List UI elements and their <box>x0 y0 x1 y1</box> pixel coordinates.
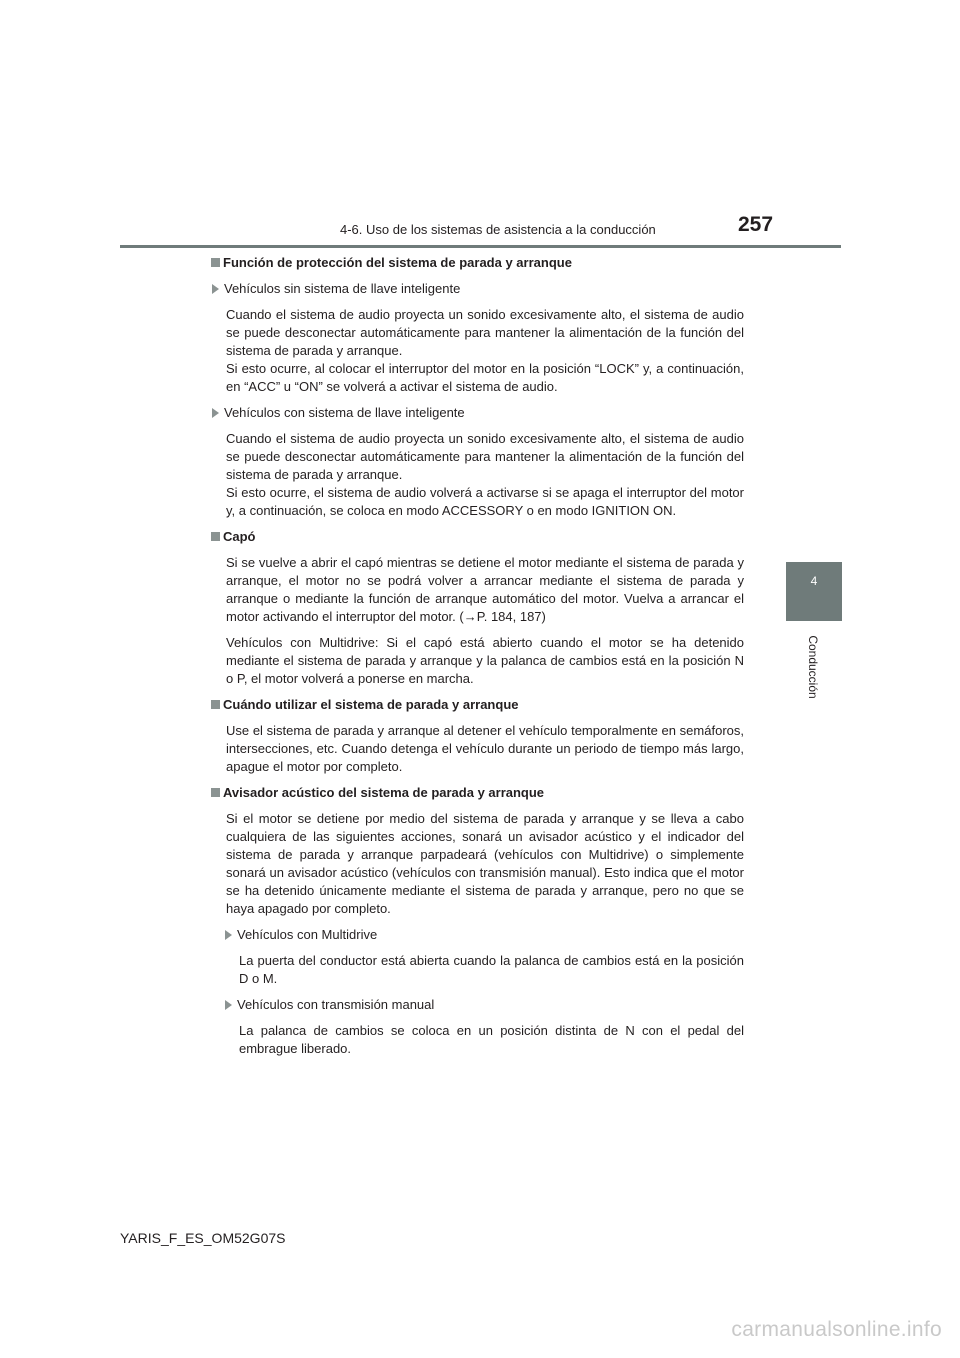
body-paragraph: Use el sistema de parada y arranque al detener el vehículo temporalmente en semáforos, intersecciones, etc. Cuando detenga el vehículo durante un periodo de tiempo más largo, apague el motor por completo. <box>226 723 744 774</box>
body-paragraph: Si el motor se detiene por medio del sistema de parada y arranque y se lleva a cabo cualquiera de las siguientes acciones, sonará un avisador acústico y el indicador del sistema de parada y arranque parpadeará (vehículos con Multidrive) o simplemente sonará un avisador acústico (vehículos con transmisión manual). Esto indica que el motor se ha detenido únicamente mediante el sistema de parada y arranque, pero no que se haya apagado por completo. <box>226 811 744 916</box>
subsection-heading <box>224 926 744 944</box>
triangle-bullet-icon <box>225 930 232 940</box>
page-content <box>211 254 744 1066</box>
body-paragraph <box>226 306 744 396</box>
subsection-heading <box>211 404 744 422</box>
section-heading <box>211 784 744 802</box>
document-code: YARIS_F_ES_OM52G07S <box>120 1230 286 1246</box>
body-paragraph <box>226 430 744 520</box>
header-divider <box>120 245 841 248</box>
paragraph-text: Cuando el sistema de audio proyecta un sonido excesivamente alto, el sistema de audio se puede desconectar automáticamente para mantener la alimentación de la función del sistema de parada y arranque. <box>226 431 744 482</box>
body-paragraph: La puerta del conductor está abierta cuando la palanca de cambios está en la posición D o M. <box>239 953 744 986</box>
chapter-tab-number: 4 <box>810 574 818 588</box>
triangle-bullet-icon <box>225 1000 232 1010</box>
paragraph-text: Cuando el sistema de audio proyecta un sonido excesivamente alto, el sistema de audio se puede desconectar automáticamente para mantener la alimentación de la función del sistema de parada y arranque. <box>226 307 744 358</box>
section-heading <box>211 254 744 272</box>
square-bullet-icon <box>211 258 220 267</box>
page-number: 257 <box>738 213 774 236</box>
body-paragraph: Vehículos con Multidrive: Si el capó está abierto cuando el motor se ha detenido mediante el sistema de parada y arranque y la palanca de cambios está en la posición N o P, el motor volverá a ponerse en marcha. <box>226 635 744 686</box>
chapter-tab[interactable] <box>786 562 842 621</box>
triangle-bullet-icon <box>212 284 219 294</box>
section-heading <box>211 528 744 546</box>
paragraph-text: Si esto ocurre, el sistema de audio volverá a activarse si se apaga el interruptor del motor y, a continuación, se coloca en modo ACCESSORY o en modo IGNITION ON. <box>226 485 744 518</box>
section-title: Cuándo utilizar el sistema de parada y arranque <box>223 697 519 712</box>
square-bullet-icon <box>211 700 220 709</box>
watermark-text[interactable]: carmanualsonline.info <box>731 1318 942 1341</box>
subsection-title: Vehículos con sistema de llave inteligente <box>224 405 465 420</box>
header-section-title: 4-6. Uso de los sistemas de asistencia a la conducción <box>340 222 656 237</box>
section-title: Función de protección del sistema de parada y arranque <box>223 255 572 270</box>
section-heading <box>211 696 744 714</box>
body-paragraph: Si se vuelve a abrir el capó mientras se detiene el motor mediante el sistema de parada y arranque, el motor no se podrá volver a arrancar mediante el sistema de parada y arranque o mediante la función de arranque automático del motor. Vuelva a arrancar el motor activando el interruptor del motor. (→P. 184, 187) <box>226 555 744 624</box>
paragraph-text: Si esto ocurre, al colocar el interruptor del motor en la posición “LOCK” y, a continuación, en “ACC” u “ON” se volverá a activar el sistema de audio. <box>226 361 744 394</box>
triangle-bullet-icon <box>212 408 219 418</box>
subsection-title: Vehículos con Multidrive <box>237 927 378 942</box>
section-title: Capó <box>223 529 256 544</box>
square-bullet-icon <box>211 532 220 541</box>
subsection-heading <box>211 280 744 298</box>
subsection-title: Vehículos sin sistema de llave inteligente <box>224 281 461 296</box>
body-paragraph: La palanca de cambios se coloca en un posición distinta de N con el pedal del embrague liberado. <box>239 1023 744 1056</box>
chapter-tab-label: Conducción <box>806 635 820 699</box>
section-title: Avisador acústico del sistema de parada y arranque <box>223 785 545 800</box>
subsection-heading <box>224 996 744 1014</box>
square-bullet-icon <box>211 788 220 797</box>
subsection-title: Vehículos con transmisión manual <box>237 997 435 1012</box>
